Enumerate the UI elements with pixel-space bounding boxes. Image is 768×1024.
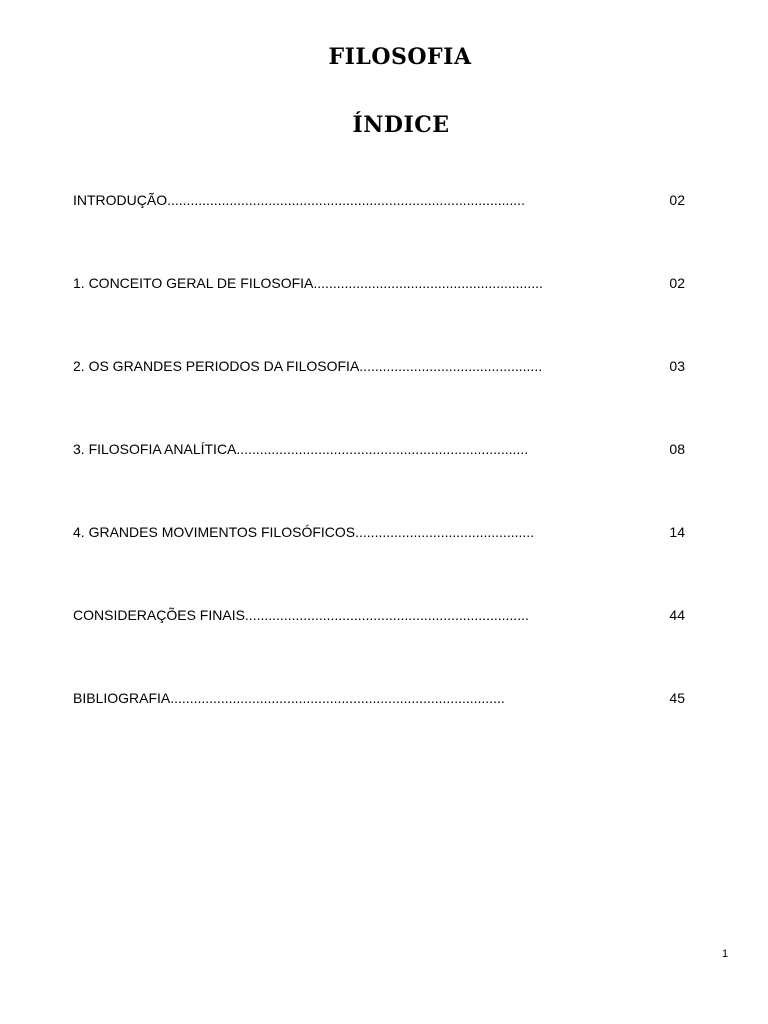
toc-entry-page: 03 (669, 358, 685, 374)
toc-entry-label: INTRODUÇÃO............................................................................................ (73, 192, 525, 208)
document-title: FILOSOFIA (328, 44, 472, 70)
toc-entry-label: CONSIDERAÇÕES FINAIS......................................................................... (73, 607, 529, 623)
toc-entry-label: BIBLIOGRAFIA...................................................................................... (73, 690, 505, 706)
toc-entry-label: 4. GRANDES MOVIMENTOS FILOSÓFICOS.............................................. (73, 524, 535, 540)
toc-entry (73, 438, 685, 460)
toc-entry-page: 02 (669, 192, 685, 208)
toc-entry (73, 355, 685, 377)
page-number: 1 (722, 948, 729, 960)
toc-entry (73, 189, 685, 211)
toc-entry-label: 1. CONCEITO GERAL DE FILOSOFIA........................................................... (73, 275, 543, 291)
toc-entry (73, 521, 685, 543)
index-heading: ÍNDICE (352, 112, 450, 138)
toc-entry (73, 687, 685, 709)
toc-entry (73, 272, 685, 294)
toc-entry-page: 45 (669, 690, 685, 706)
toc-entry-page: 02 (669, 275, 685, 291)
toc-entry-page: 44 (669, 607, 685, 623)
toc-entry-label: 3. FILOSOFIA ANALÍTICA........................................................................... (73, 441, 529, 457)
toc-entry-page: 08 (669, 441, 685, 457)
toc-entry-label: 2. OS GRANDES PERIODOS DA FILOSOFIA............................................... (73, 358, 543, 374)
toc-entry-page: 14 (669, 524, 685, 540)
toc-entry (73, 604, 685, 626)
